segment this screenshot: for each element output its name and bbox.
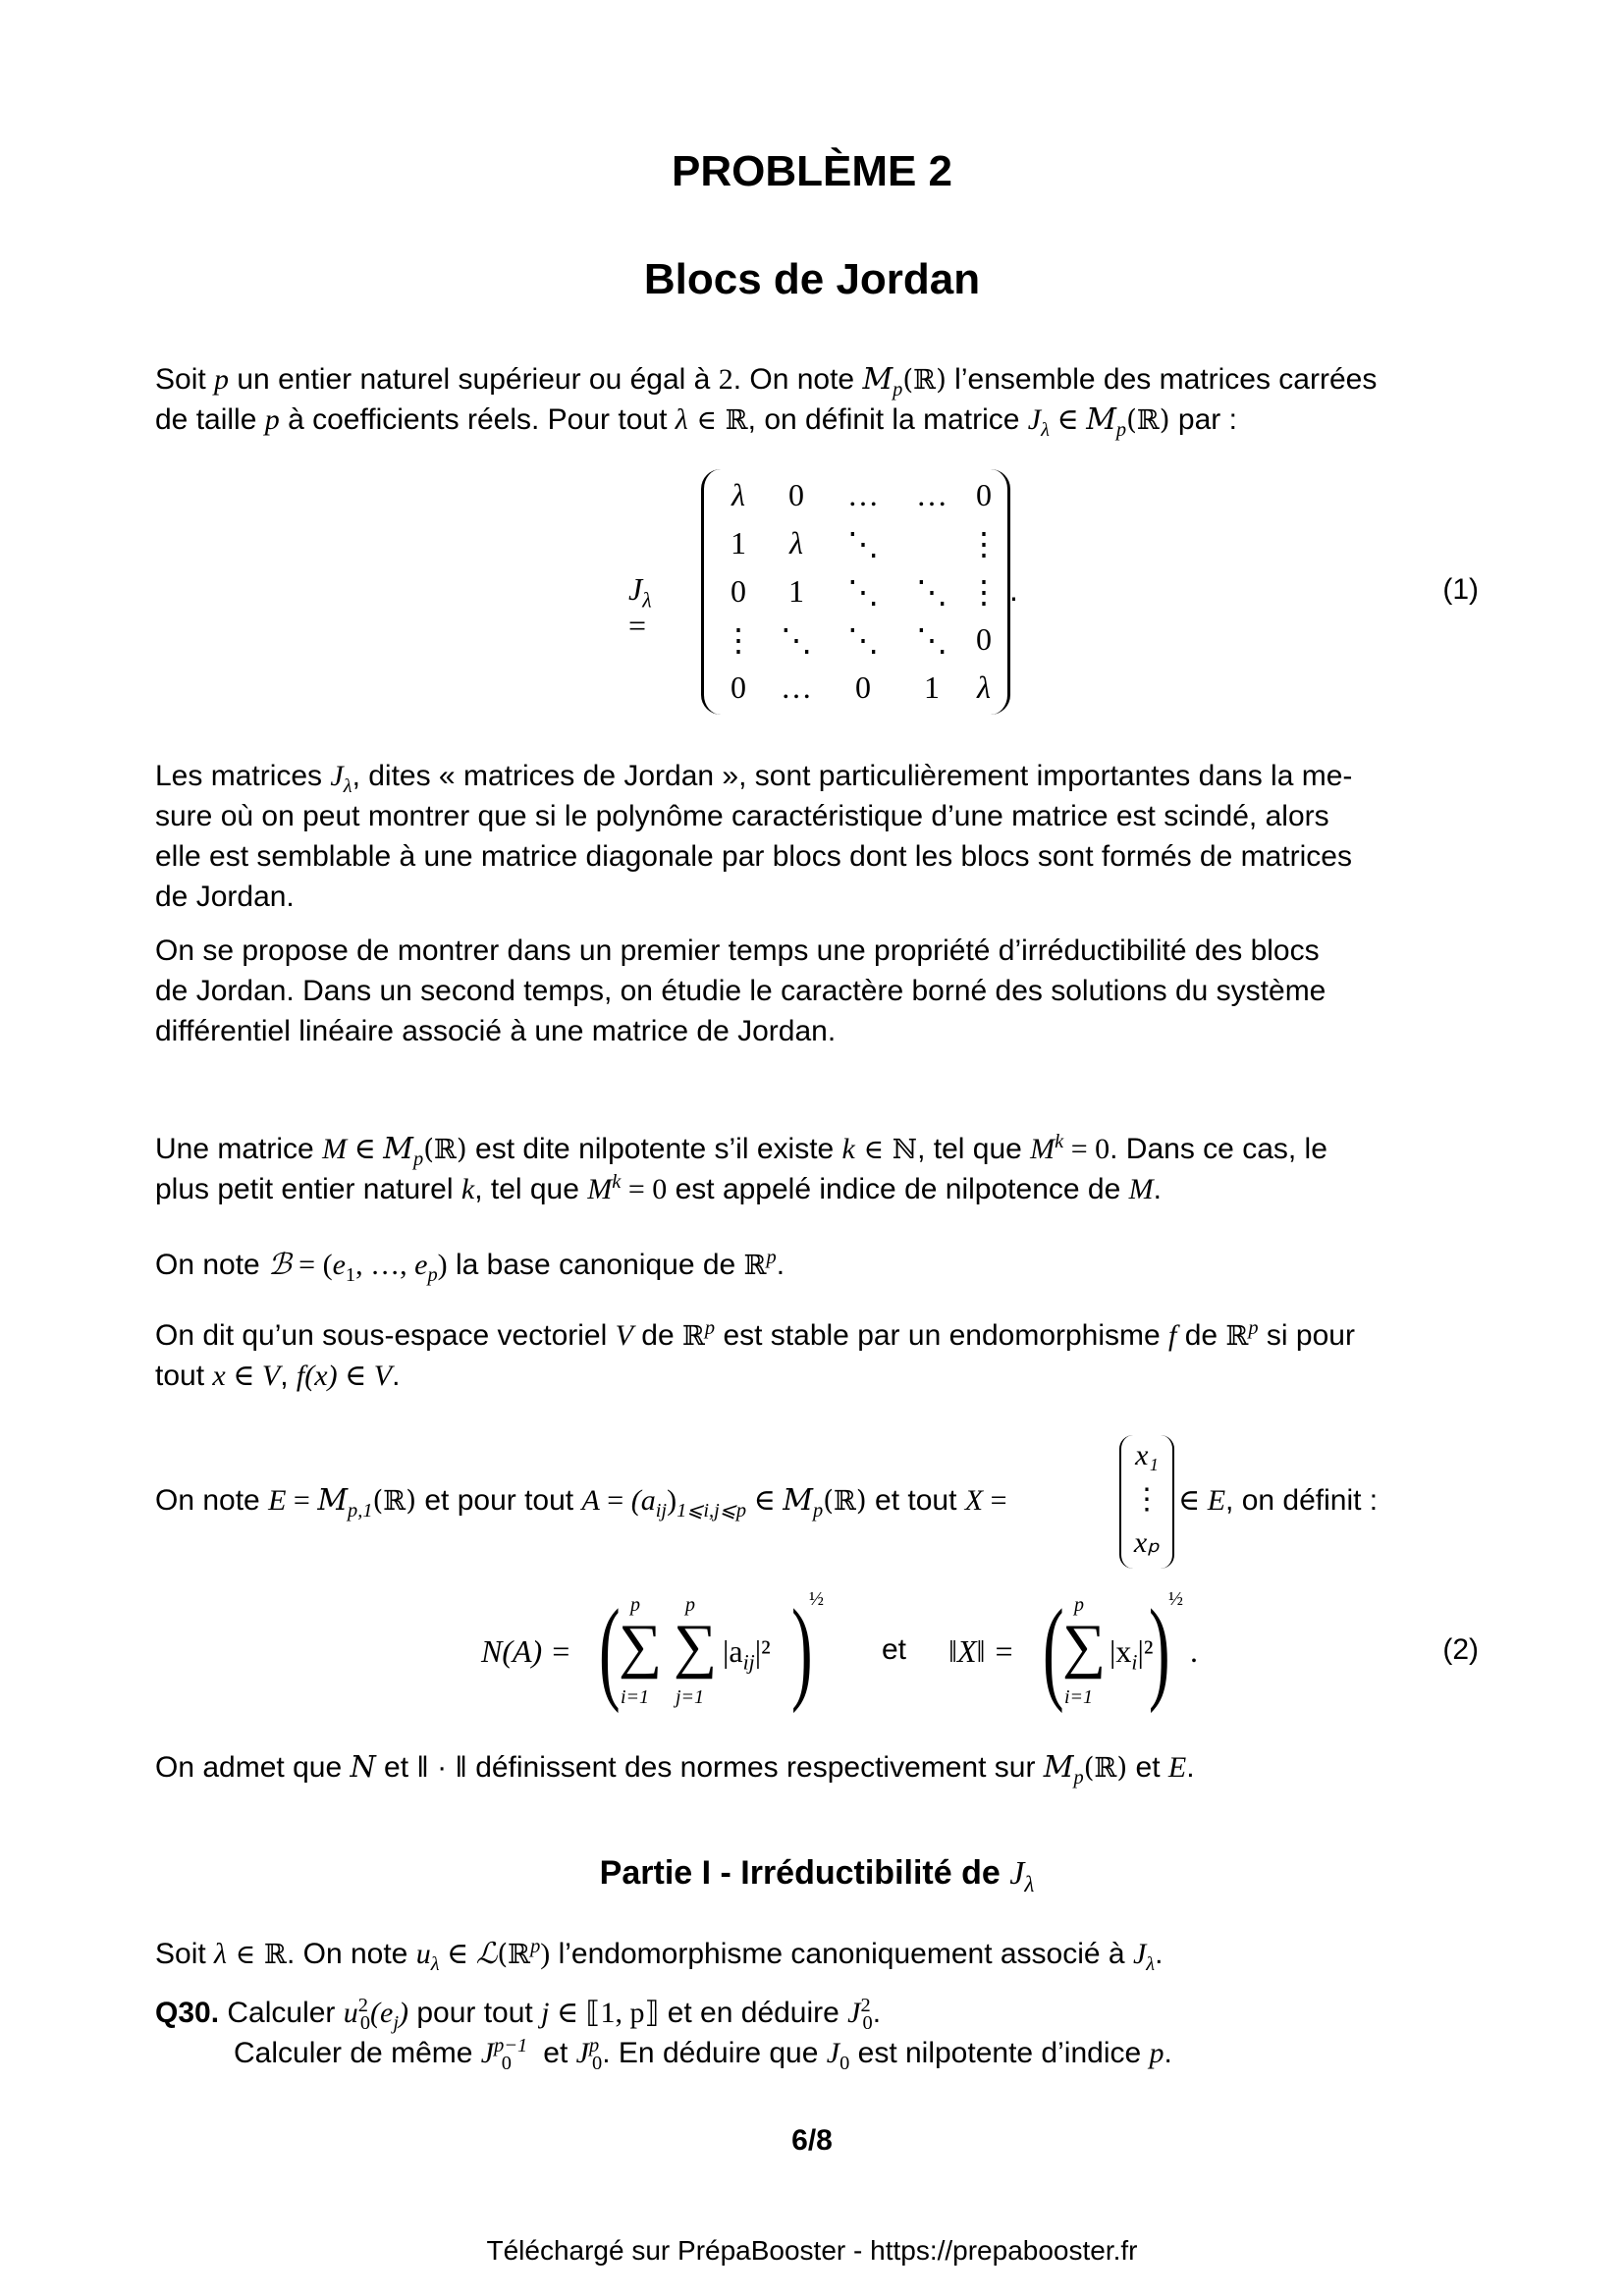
intro-paragraph: Soit p un entier naturel supérieur ou égal à 2. On note $M_p(ℝ)$ l’ensemble des matrices carrées de taille p à coefficients réels. Pour tout λ ∈ ℝ, on définit la matrice $J_\lambda$ ∈ $M_p(ℝ)$ par : (155, 362, 1378, 441)
soit-lambda-paragraph: Soit λ ∈ ℝ. On note $u_\lambda$ ∈ ℒ(ℝ$^p$) l’endomorphisme canoniquement associé à $J_\lambda$. (155, 1936, 1164, 1975)
page-number: 6/8 (791, 2124, 833, 2157)
download-footer: Téléchargé sur PrépaBooster - https://prepabooster.fr (486, 2235, 1138, 2266)
nilpotent-paragraph: Une matrice M ∈ $M_p(ℝ)$ est dite nilpotente s’il existe k ∈ ℕ, tel que $M^k = 0$. Dans ce cas, le plus petit entier naturel k, tel que $M^k = 0$ est appelé indice de nilpotence de M. (155, 1131, 1327, 1205)
base-paragraph: On note ℬ = ($e_1$, …, $e_p$) la base canonique de ℝ$^p$. (155, 1247, 785, 1286)
stable-paragraph: On dit qu’un sous-espace vectoriel V de ℝ$^p$ est stable par un endomorphisme f de ℝ$^p$ si pour tout x ∈ V, f(x) ∈ V. (155, 1317, 1355, 1392)
column-vector-X: x₁ ⋮ xₚ (1119, 1435, 1174, 1569)
problem-title: PROBLÈME 2 (671, 147, 953, 195)
matrix-grid: λ 0 … … 0 1 λ ⋱ ⋮ 0 1 ⋱ ⋱ ⋮ ⋮ ⋱ ⋱ ⋱ 0 0 … 0 1 λ (723, 477, 1000, 705)
plan-paragraph: On se propose de montrer dans un premier temps une propriété d’irréductibilité des blocs de Jordan. Dans un second temps, on étudie le caractère borné des solutions du système différentiel linéaire associé à une matrice de Jordan. (155, 934, 1326, 1047)
norm-equation: N(A) = ( ∑ p i=1 ∑ p j=1 $|a_{ij}|^2$ ) ½ et ‖X‖ = ( ∑ p i=1 $|x_i|^2$ (481, 1585, 1154, 1714)
part1-heading: Partie I - Irréductibilité de $J_\lambda$ (599, 1854, 1035, 1897)
equation-number-2: (2) (1442, 1633, 1479, 1666)
right-paren (988, 469, 1010, 715)
E-definition-paragraph: On note $E = M_{p,1}(ℝ)$ et pour tout $A = (a_{ij})_{1⩽i,j⩽p}$ ∈ $M_p(ℝ)$ et tout X = (155, 1483, 1007, 1522)
matrix-label: $J_\lambda$ = (628, 571, 652, 643)
problem-subtitle: Blocs de Jordan (643, 255, 981, 303)
question-label: Q30. (155, 1997, 220, 2029)
document-page: PROBLÈME 2 Blocs de Jordan Soit p un entier naturel supérieur ou égal à 2. On note $M_p(ℝ)$ l’ensemble des matrices carrées de taille p à coefficients réels. Pour tout λ ∈ ℝ, on définit la matrice $J_\lambda$ ∈ $M_p(ℝ)$ par : $J_\lambda$ = λ 0 … … 0 1 λ ⋱ ⋮ 0 1 ⋱ ⋱ ⋮ ⋮ ⋱ ⋱ ⋱ 0 0 … 0 1 λ . (1) Les matrices $J_\lambda$, dites « matrices de Jordan », sont particulièrement importantes dans la me- sure où on peut montrer que si le polynôme caractéristique d’une matrice est scindé, alors elle est semblable à une matrice diagonale par blocs dont les blocs sont formés de matrices de Jordan. On se propose de montrer dans un premier temps une propriété d’irréductibilité des blocs de Jordan. Dans un second temps, on étudie le caractère borné des solutions du système différentiel linéaire associé à une matrice de Jordan. Une matrice M ∈ $M_p(ℝ)$ est dite nilpotente s’il existe k ∈ ℕ, tel que $M^k = 0$. Dans ce cas, le plus petit entier naturel k, tel que $M^k = 0$ est appelé indice de nilpotence de M. On note ℬ = ($e_1$, …, $e_p$) la base canonique de ℝ$^p$. On dit qu’un sous-espace vectoriel V de ℝ$^p$ est stable par un endomorphisme f de ℝ$^p$ si pour tout x ∈ V, f(x) ∈ V. On note $E = M_{p,1}(ℝ)$ et pour tout $A = (a_{ij})_{1⩽i,j⩽p}$ ∈ $M_p(ℝ)$ et tout X = x₁ ⋮ xₚ ∈ E, on définit : N(A) = ( ∑ p i=1 ∑ p j=1 $|a_{ij}|^2$ ) ½ et ‖X‖ = ( ∑ p i=1 $|x_i|^2$ ) ½ . (2) On admet que N et ‖ · ‖ définissent des normes respectivement sur $M_p(ℝ)$ et E. Partie I - Irréductibilité de $J_\lambda$ Soit λ ∈ ℝ. On note $u_\lambda$ ∈ ℒ(ℝ$^p$) l’endomorphisme canoniquement associé à $J_\lambda$. Q30. Calculer $u^2_0(e_j)$ pour tout j ∈ ⟦1, p⟧ et en déduire $J^2_0$. Calculer de même $J^{p-1}_0$ et $J^p_0$. En déduire que $J_0$ est nilpotente d’indice p. 6/8 Téléchargé sur PrépaBooster - https://prepabooster.fr (0, 0, 1624, 2296)
E-definition-tail: ∈ E, on définit : (1178, 1484, 1379, 1517)
question-30: Q30. Calculer $u^2_0(e_j)$ pour tout j ∈ ⟦1, p⟧ et en déduire $J^2_0$. Calculer de même $J^{p-1}_0$ et $J^p_0$. En déduire que $J_0$ est nilpotente d’indice p. (155, 1995, 1172, 2074)
admet-paragraph: On admet que N et ‖ · ‖ définissent des normes respectivement sur $M_p(ℝ)$ et E. (155, 1750, 1195, 1789)
jordan-paragraph: Les matrices $J_\lambda$, dites « matrices de Jordan », sont particulièrement importantes dans la me- sure où on peut montrer que si le polynôme caractéristique d’une matrice est scindé, alors elle est semblable à une matrice diagonale par blocs dont les blocs sont formés de matrices de Jordan. (155, 760, 1353, 913)
equation-period: . (1009, 572, 1018, 608)
equation-number-1: (1) (1442, 573, 1479, 606)
